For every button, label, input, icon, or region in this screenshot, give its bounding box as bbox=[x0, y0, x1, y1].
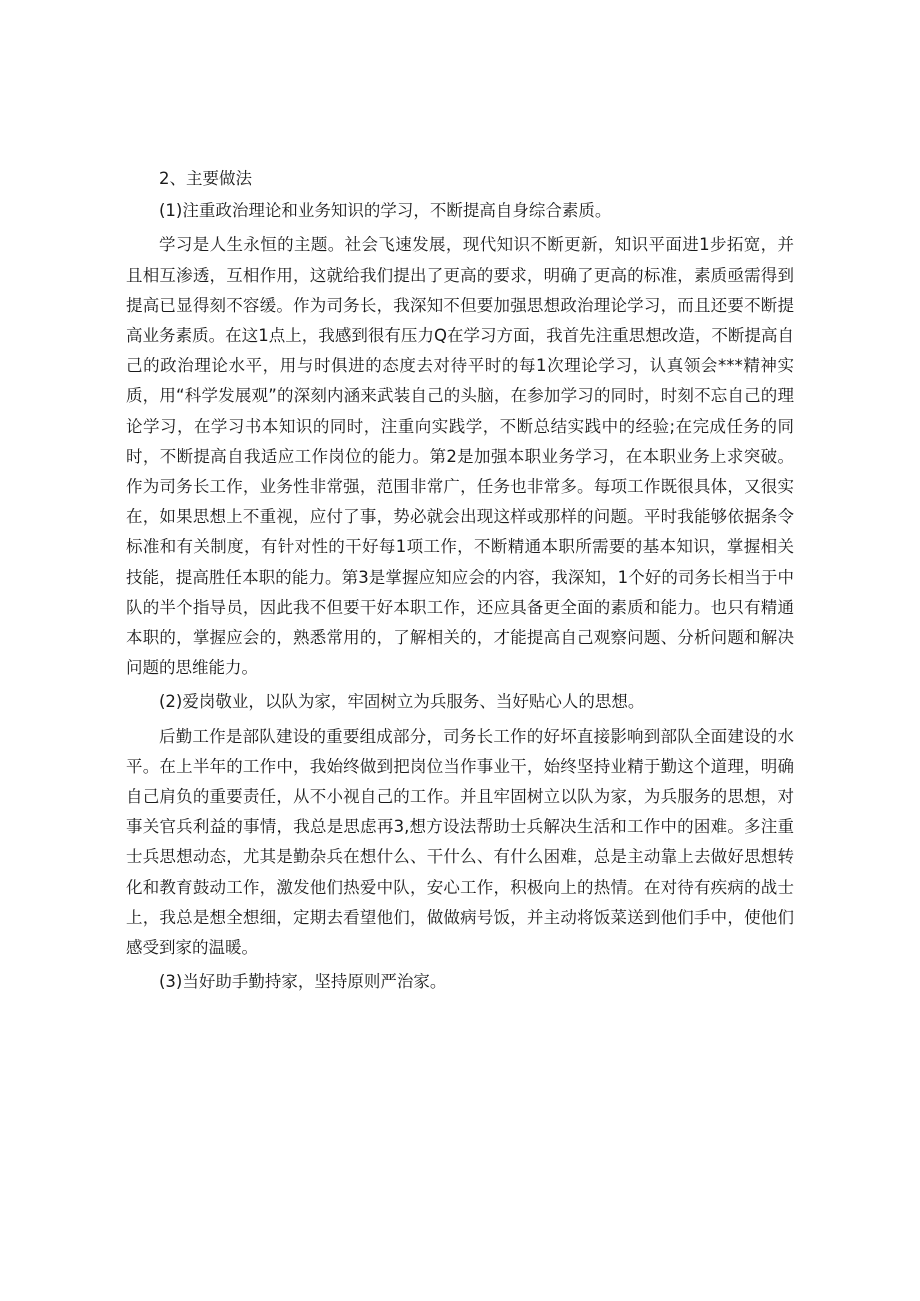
item-3-title: (3)当好助手勤持家，坚持原则严治家。 bbox=[159, 972, 447, 992]
item-1-body: 学习是人生永恒的主题。社会飞速发展，现代知识不断更新，知识平面进1步拓宽，并且相互渗透，互相作用，这就给我们提出了更高的要求，明确了更高的标准，素质亟需得到提高已显得刻不容缓。作为司务长，我深知不但要加强思想政治理论学习，而且还要不断提高业务素质。在这1点上，我感到很有压力Q在学习方面，我首先注重思想改造，不断提高自己的政治理论水平，用与时俱进的态度去对待平时的每1次理论学习，认真领会***精神实质，用“科学发展观”的深刻内涵来武装自己的头脑，在参加学习的同时，时刻不忘自己的理论学习，在学习书本知识的同时，注重向实践学，不断总结实践中的经验;在完成任务的同时，不断提高自我适应工作岗位的能力。第2是加强本职业务学习，在本职业务上求突破。作为司务长工作，业务性非常强，范围非常广，任务也非常多。每项工作既很具体，又很实在，如果思想上不重视，应付了事，势必就会出现这样或那样的问题。平时我能够依据条令标准和有关制度，有针对性的干好每1项工作，不断精通本职所需要的基本知识，掌握相关技能，提高胜任本职的能力。第3是掌握应知应会的内容，我深知，1个好的司务长相当于中队的半个指导员，因此我不但要干好本职工作，还应具备更全面的素质和能力。也只有精通本职的，掌握应会的，熟悉常用的，了解相关的，才能提高自己观察问题、分析问题和解决问题的思维能力。 bbox=[126, 235, 794, 678]
document-body bbox=[126, 164, 794, 1001]
item-1-title: (1)注重政治理论和业务知识的学习，不断提高自身综合素质。 bbox=[159, 201, 612, 221]
section-heading: 2、主要做法 bbox=[159, 169, 252, 188]
item-2-title: (2)爱岗敬业，以队为家，牢固树立为兵服务、当好贴心人的思想。 bbox=[159, 692, 645, 712]
item-2-body: 后勤工作是部队建设的重要组成部分，司务长工作的好坏直接影响到部队全面建设的水平。在上半年的工作中，我始终做到把岗位当作事业干，始终坚持业精于勤这个道理，明确自己肩负的重要责任，从不小视自己的工作。并且牢固树立以队为家，为兵服务的思想，对事关官兵利益的事情，我总是思虑再3,想方设法帮助士兵解决生活和工作中的困难。多注重士兵思想动态，尤其是勤杂兵在想什么、干什么、有什么困难，总是主动靠上去做好思想转化和教育鼓动工作，激发他们热爱中队，安心工作，积极向上的热情。在对待有疾病的战士上，我总是想全想细，定期去看望他们，做做病号饭，并主动将饭菜送到他们手中，使他们感受到家的温暖。 bbox=[126, 726, 794, 958]
